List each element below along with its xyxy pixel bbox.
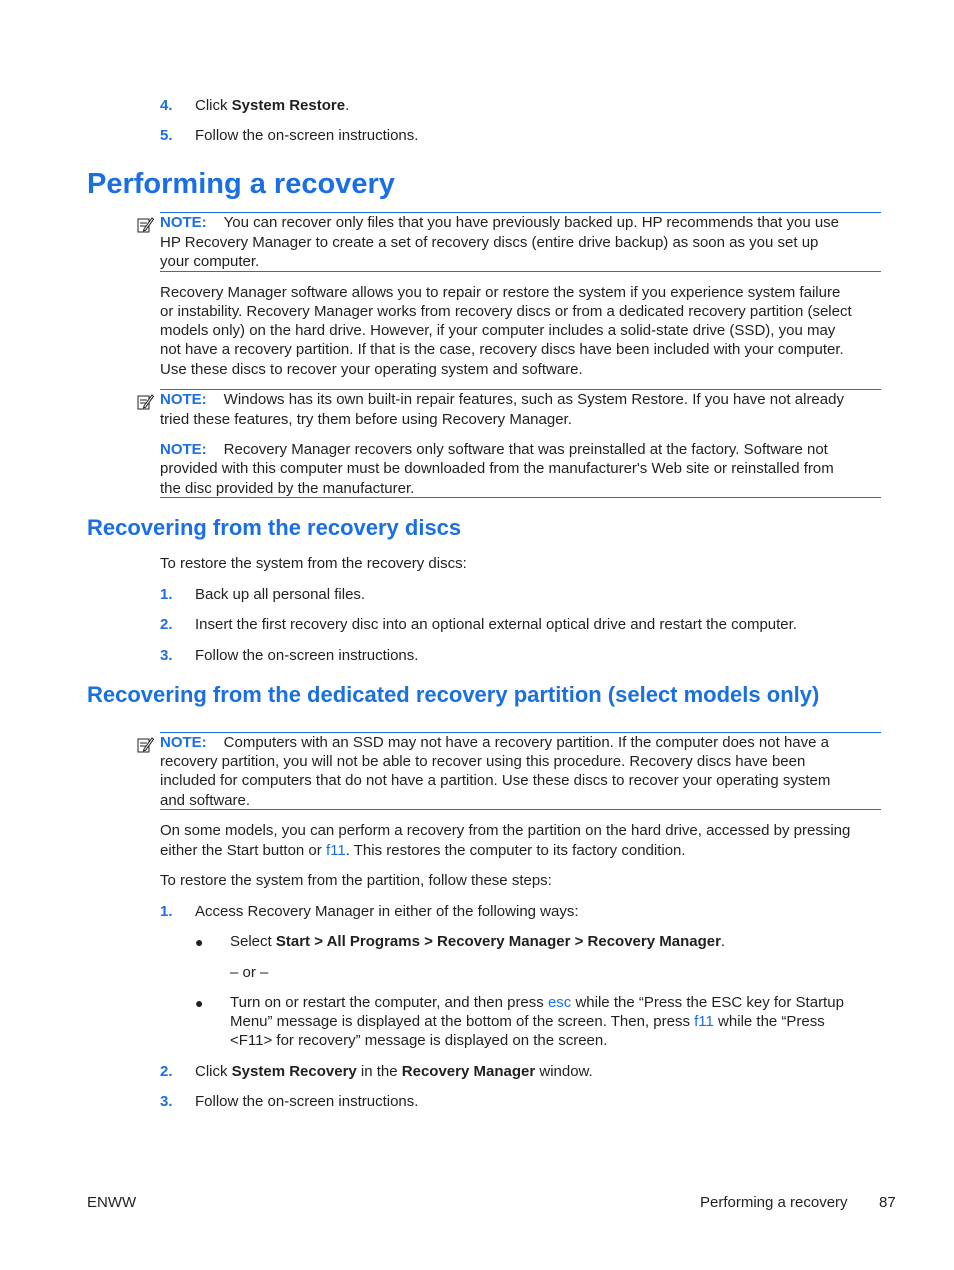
note-text: your computer. — [160, 253, 260, 270]
step-number: 2. — [160, 1063, 173, 1080]
step-text: Access Recovery Manager in either of the following ways: — [195, 903, 579, 920]
note-text: NOTE: Windows has its own built-in repair features, such as System Restore. If you have not already — [160, 391, 844, 408]
note-icon — [137, 393, 154, 410]
body-paragraph: Recovery Manager software allows you to repair or restore the system if you experience system failure — [160, 284, 841, 301]
note-text: NOTE: Computers with an SSD may not have a recovery partition. If the computer does not have a — [160, 734, 829, 751]
section-heading: Recovering from the recovery discs — [87, 515, 462, 540]
key-name: esc — [547, 994, 572, 1011]
note-text: and software. — [160, 792, 251, 809]
note-bottom-rule — [160, 497, 881, 498]
note-bottom-rule — [160, 271, 881, 272]
step-number: 3. — [160, 647, 173, 664]
note-bottom-rule — [160, 809, 881, 810]
step-text: Follow the on-screen instructions. — [195, 647, 419, 664]
key-name: f11 — [694, 1013, 714, 1030]
step-text: Follow the on-screen instructions. — [195, 1093, 419, 1110]
body-paragraph: Use these discs to recover your operating system and software. — [160, 361, 583, 378]
body-paragraph: To restore the system from the partition, follow these steps: — [160, 872, 552, 889]
section-heading: Recovering from the dedicated recovery partition (select models only) — [87, 682, 820, 707]
note-icon — [137, 216, 154, 233]
bullet-text: Select Start > All Programs > Recovery Manager > Recovery Manager. — [230, 933, 726, 950]
note-text: NOTE: Recovery Manager recovers only software that was preinstalled at the factory. Software not — [160, 441, 828, 458]
body-paragraph: On some models, you can perform a recovery from the partition on the hard drive, accessed by pressing — [160, 822, 851, 839]
key-name: f11 — [325, 842, 346, 859]
page-title: Performing a recovery — [87, 168, 395, 200]
body-paragraph: not have a recovery partition. If that is the case, recovery discs have been included with your computer. — [160, 341, 844, 358]
note-text: provided with this computer must be downloaded from the manufacturer's Web site or reinstalled from — [160, 460, 834, 477]
step-text: Back up all personal files. — [195, 586, 366, 603]
note-text: NOTE: You can recover only files that you have previously backed up. HP recommends that you use — [160, 214, 840, 231]
footer-title: Performing a recovery — [700, 1194, 848, 1211]
bullet-text: <F11> for recovery” message is displayed on the screen. — [230, 1032, 608, 1049]
note-text: the disc provided by the manufacturer. — [160, 480, 415, 497]
step-number: 3. — [160, 1093, 173, 1110]
bullet-text: Turn on or restart the computer, and then press esc while the “Press the ESC key for Startup — [230, 994, 844, 1011]
step-number: 2. — [160, 616, 173, 633]
footer-left: ENWW — [87, 1194, 137, 1211]
note-text: HP Recovery Manager to create a set of recovery discs (entire drive backup) as soon as you set up — [160, 234, 819, 251]
note-text: recovery partition, you will not be able to recover using this procedure. Recovery discs have been — [160, 753, 806, 770]
body-paragraph: either the Start button or f11. This restores the computer to its factory condition. — [160, 842, 686, 859]
step-number: 1. — [160, 586, 173, 603]
step-text: Click System Recovery in the Recovery Manager window. — [195, 1063, 593, 1080]
step-text: Follow the on-screen instructions. — [195, 127, 419, 144]
step-number: 5. — [160, 127, 173, 144]
step-text: Click System Restore. — [195, 97, 350, 114]
step-number: 4. — [160, 97, 173, 114]
note-icon — [137, 736, 154, 753]
page-number: 87 — [879, 1194, 896, 1211]
body-paragraph: To restore the system from the recovery discs: — [160, 555, 467, 572]
bullet-icon: ● — [195, 995, 204, 1011]
bullet-text: Menu” message is displayed at the bottom of the screen. Then, press f11 while the “Press — [230, 1013, 825, 1030]
bullet-icon: ● — [195, 934, 204, 950]
body-paragraph: models only) on the hard drive. However, if your computer includes a solid-state drive (SSD), you may — [160, 322, 836, 339]
body-paragraph: or instability. Recovery Manager works from recovery discs or from a dedicated recovery partition (select — [160, 303, 852, 320]
or-separator: – or – — [230, 964, 269, 981]
step-number: 1. — [160, 903, 173, 920]
note-text: included for computers that do not have a partition. Use these discs to recover your operating system — [160, 772, 831, 789]
step-text: Insert the first recovery disc into an optional external optical drive and restart the computer. — [195, 616, 797, 633]
note-text: tried these features, try them before using Recovery Manager. — [160, 411, 572, 428]
